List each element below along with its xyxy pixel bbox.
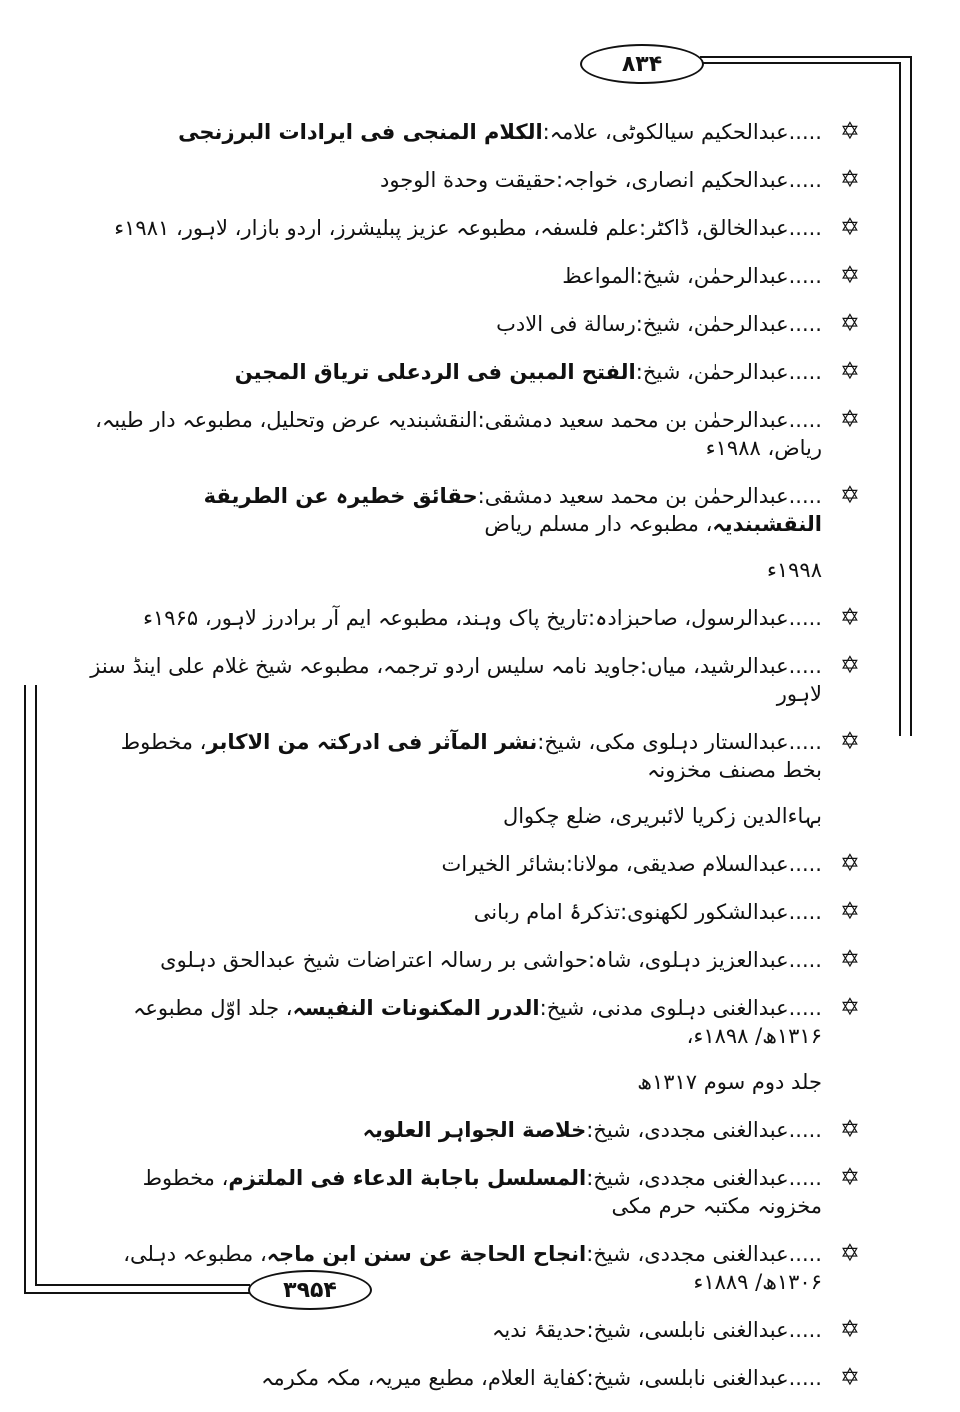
- star-bullet-icon: ✡: [839, 1115, 860, 1143]
- entry-title: علم فلسفہ: [540, 216, 639, 240]
- entry-continuation: بہاءالدین زکریا لائبریری، ضلع چکوال: [502, 804, 822, 828]
- entry-rest: ، مطبوعہ شیخ غلام علی اینڈ سنز لاہور: [90, 654, 822, 706]
- entry-rest: ، مخطوط مخزونہ مکتبہ حرم مکی: [142, 1166, 822, 1218]
- entry-author: عبدالغنی مجددی، شیخ:: [586, 1118, 789, 1142]
- list-item: ✡ .....عبدالغنی مجددی، شیخ:خلاصة الجواہر العلویہ: [362, 1115, 860, 1143]
- star-bullet-icon: ✡: [839, 165, 860, 193]
- entry-rest: ، مطبوعہ دار مسلم ریاض: [484, 512, 713, 536]
- list-item: ✡ .....عبدالغنی نابلسی، شیخ:کفایة العلام، مطبع میریہ، مکہ مکرمہ: [261, 1363, 860, 1391]
- entry-author: عبدالغنی نابلسی، شیخ:: [586, 1366, 789, 1390]
- star-bullet-icon: ✡: [839, 1315, 860, 1343]
- star-bullet-icon: ✡: [839, 1163, 860, 1191]
- list-item: ✡ .....عبدالرحمٰن بن محمد سعید دمشقی:حقائق خطیرہ عن الطریقة النقشبندیہ، مطبوعہ دار مسلم ریاض ۱۹۹۸ء: [80, 482, 860, 584]
- entry-title: الکلام المنجی فی ایرادات البرزنجی: [178, 120, 543, 144]
- entry-title: جاوید نامہ سلیس اردو ترجمہ: [383, 654, 640, 678]
- entry-title: حقائق خطیرہ عن الطریقة النقشبندیہ: [203, 484, 822, 536]
- entry-continuation: جلد دوم سوم ۱۳۱۷ھ: [637, 1070, 822, 1094]
- list-item: ✡ .....عبدالرحمٰن، شیخ:المواعظ: [562, 261, 860, 289]
- entry-rest: ، مطبع میریہ، مکہ مکرمہ: [261, 1366, 488, 1390]
- header-page-number: [580, 44, 704, 84]
- entry-title: الدرر المکنونات النفیسہ: [292, 996, 540, 1020]
- star-bullet-icon: ✡: [839, 727, 860, 755]
- entry-title: نشر المآثر فی ادرکتہ من الاکابر: [206, 730, 538, 754]
- star-bullet-icon: ✡: [839, 405, 860, 433]
- entry-title: المواعظ: [562, 264, 636, 288]
- entry-author: عبدالغنی دہلوی مدنی، شیخ:: [539, 996, 789, 1020]
- frame-right-line-inner: [899, 62, 901, 736]
- star-bullet-icon: ✡: [839, 1239, 860, 1267]
- entry-author: عبدالغنی مجددی، شیخ:: [586, 1166, 789, 1190]
- list-item: ✡ .....عبدالعزیز دہلوی، شاہ:حواشی بر رسالہ اعتراضات شیخ عبدالحق دہلوی: [160, 945, 860, 973]
- frame-right-line-outer: [910, 56, 912, 736]
- header-page-number-text: ۸۳۴: [621, 51, 663, 77]
- entry-author: عبدالرحمٰن بن محمد سعید دمشقی:: [477, 408, 789, 432]
- star-bullet-icon: ✡: [839, 357, 860, 385]
- star-bullet-icon: ✡: [839, 849, 860, 877]
- entry-rest: ، مطبوعہ عزیز پبلیشرز، اردو بازار، لاہور، ۱۹۸۱ء: [114, 216, 541, 240]
- list-item: ✡ .....عبدالسلام صدیقی، مولانا:بشائر الخیرات: [441, 849, 860, 877]
- entry-author: عبدالشکور لکھنوی:: [620, 900, 789, 924]
- star-bullet-icon: ✡: [839, 993, 860, 1021]
- list-item: ✡ .....عبدالرسول، صاحبزادہ:تاریخ پاک وہند، مطبوعہ ایم آر برادرز لاہور، ۱۹۶۵ء: [143, 603, 860, 631]
- entry-title: تذکرۂ امام ربانی: [473, 900, 621, 924]
- list-item: ✡ .....عبدالخالق، ڈاکٹر:علم فلسفہ، مطبوعہ عزیز پبلیشرز، اردو بازار، لاہور، ۱۹۸۱ء: [114, 213, 860, 241]
- star-bullet-icon: ✡: [839, 117, 860, 145]
- star-bullet-icon: ✡: [839, 897, 860, 925]
- frame-left-line-inner: [35, 685, 37, 1285]
- entry-title: حواشی بر رسالہ اعتراضات شیخ عبدالحق دہلوی: [160, 948, 588, 972]
- list-item: ✡ .....عبدالرحمٰن، شیخ:رسالة فی الادب: [496, 309, 860, 337]
- bibliography-list: [80, 118, 860, 1412]
- list-item: ✡ .....عبدالرحمٰن، شیخ:الفتح المبین فی الردعلی تریاق المجین: [234, 357, 860, 385]
- entry-author: عبدالغنی نابلسی، شیخ:: [586, 1318, 789, 1342]
- list-item: ✡ .....عبدالغنی دہلوی مدنی، شیخ:الدرر المکنونات النفیسہ، جلد اوّل مطبوعہ ۱۳۱۶ھ/ ۱۸۹۸ء، جلد دوم سوم ۱۳۱۷ھ: [80, 994, 860, 1096]
- entry-author: عبدالرحمٰن بن محمد سعید دمشقی:: [477, 484, 789, 508]
- frame-top-line-inner: [700, 62, 900, 64]
- list-item: ✡ .....عبدالشکور لکھنوی:تذکرۂ امام ربانی: [473, 897, 860, 925]
- entry-title: بشائر الخیرات: [441, 852, 566, 876]
- list-item: ✡ .....عبدالغنی نابلسی، شیخ:حدیقۂ ندیہ: [492, 1315, 860, 1343]
- star-bullet-icon: ✡: [839, 1363, 860, 1391]
- entry-author: عبدالسلام صدیقی، مولانا:: [565, 852, 789, 876]
- star-bullet-icon: ✡: [839, 651, 860, 679]
- entry-author: عبدالرحمٰن، شیخ:: [635, 312, 789, 336]
- entry-title: تاریخ پاک وہند: [462, 606, 589, 630]
- star-bullet-icon: ✡: [839, 213, 860, 241]
- frame-top-line: [700, 56, 912, 58]
- footer-page-number-text: ۳۹۵۴: [283, 1277, 337, 1303]
- entry-title: حقیقت وحدة الوجود: [380, 168, 556, 192]
- entry-title: حدیقۂ ندیہ: [492, 1318, 587, 1342]
- star-bullet-icon: ✡: [839, 309, 860, 337]
- star-bullet-icon: ✡: [839, 945, 860, 973]
- list-item: ✡ .....عبدالحکیم سیالکوٹی، علامہ:الکلام المنجی فی ایرادات البرزنجی: [178, 117, 860, 145]
- entry-title: رسالة فی الادب: [496, 312, 636, 336]
- entry-title: المسلسل باجابة الدعاء فی الملتزم: [228, 1166, 587, 1190]
- list-item: ✡ .....عبدالرحمٰن بن محمد سعید دمشقی:النقشبندیہ عرض وتحلیل، مطبوعہ دار طیبہ، ریاض، ۱۹۸۸ء: [95, 405, 860, 460]
- list-item: ✡ .....عبدالغنی مجددی، شیخ:المسلسل باجابة الدعاء فی الملتزم، مخطوط مخزونہ مکتبہ حرم مکی: [142, 1163, 860, 1218]
- entry-rest: ، مطبوعہ ایم آر برادرز لاہور، ۱۹۶۵ء: [143, 606, 463, 630]
- entry-title: انجاح الحاجة عن سنن ابن ماجہ: [266, 1242, 587, 1266]
- list-item: ✡ .....عبدالغنی مجددی، شیخ:انجاح الحاجة عن سنن ابن ماجہ، مطبوعہ دہلی، ۱۳۰۶ھ/ ۱۸۸۹ء: [123, 1239, 860, 1294]
- entry-rest: ، مطبوعہ دار طیبہ، ریاض، ۱۹۸۸ء: [95, 408, 822, 460]
- entry-title: کفایة العلام: [487, 1366, 587, 1390]
- entry-rest: ، جلد اوّل مطبوعہ ۱۳۱۶ھ/ ۱۸۹۸ء،: [133, 996, 822, 1048]
- entry-continuation: ۱۹۹۸ء: [767, 558, 822, 582]
- entry-title: الفتح المبین فی الردعلی تریاق المجین: [234, 360, 636, 384]
- entry-author: عبدالرحمٰن، شیخ:: [635, 360, 789, 384]
- entry-author: عبدالستار دہلوی مکی، شیخ:: [537, 730, 789, 754]
- entry-rest: ، مخطوط بخط مصنف مخزونہ: [120, 730, 822, 782]
- entry-author: عبدالرشید، میاں:: [640, 654, 789, 678]
- entry-title: خلاصة الجواہر العلویہ: [362, 1118, 587, 1142]
- entry-title: النقشبندیہ عرض وتحلیل: [266, 408, 478, 432]
- entry-author: عبدالرحمٰن، شیخ:: [635, 264, 789, 288]
- entry-author: عبدالخالق، ڈاکٹر:: [638, 216, 789, 240]
- frame-left-line-outer: [24, 685, 26, 1293]
- star-bullet-icon: ✡: [839, 603, 860, 631]
- entry-author: عبدالحکیم سیالکوٹی، علامہ:: [542, 120, 789, 144]
- star-bullet-icon: ✡: [839, 481, 860, 509]
- list-item: ✡ .....عبدالرشید، میاں:جاوید نامہ سلیس اردو ترجمہ، مطبوعہ شیخ غلام علی اینڈ سنز لاہور: [90, 651, 860, 706]
- list-item: ✡ .....عبدالستار دہلوی مکی، شیخ:نشر المآثر فی ادرکتہ من الاکابر، مخطوط بخط مصنف مخزونہ بہاءالدین زکریا لائبریری، ضلع چکوال: [80, 728, 860, 830]
- list-item: ✡ .....عبدالحکیم انصاری، خواجہ:حقیقت وحدة الوجود: [380, 165, 860, 193]
- entry-author: عبدالرسول، صاحبزادہ:: [588, 606, 789, 630]
- entry-rest: ، مطبوعہ دہلی، ۱۳۰۶ھ/ ۱۸۸۹ء: [123, 1242, 822, 1294]
- entry-author: عبدالحکیم انصاری، خواجہ:: [555, 168, 789, 192]
- entry-author: عبدالعزیز دہلوی، شاہ:: [587, 948, 789, 972]
- star-bullet-icon: ✡: [839, 261, 860, 289]
- entry-author: عبدالغنی مجددی، شیخ:: [586, 1242, 789, 1266]
